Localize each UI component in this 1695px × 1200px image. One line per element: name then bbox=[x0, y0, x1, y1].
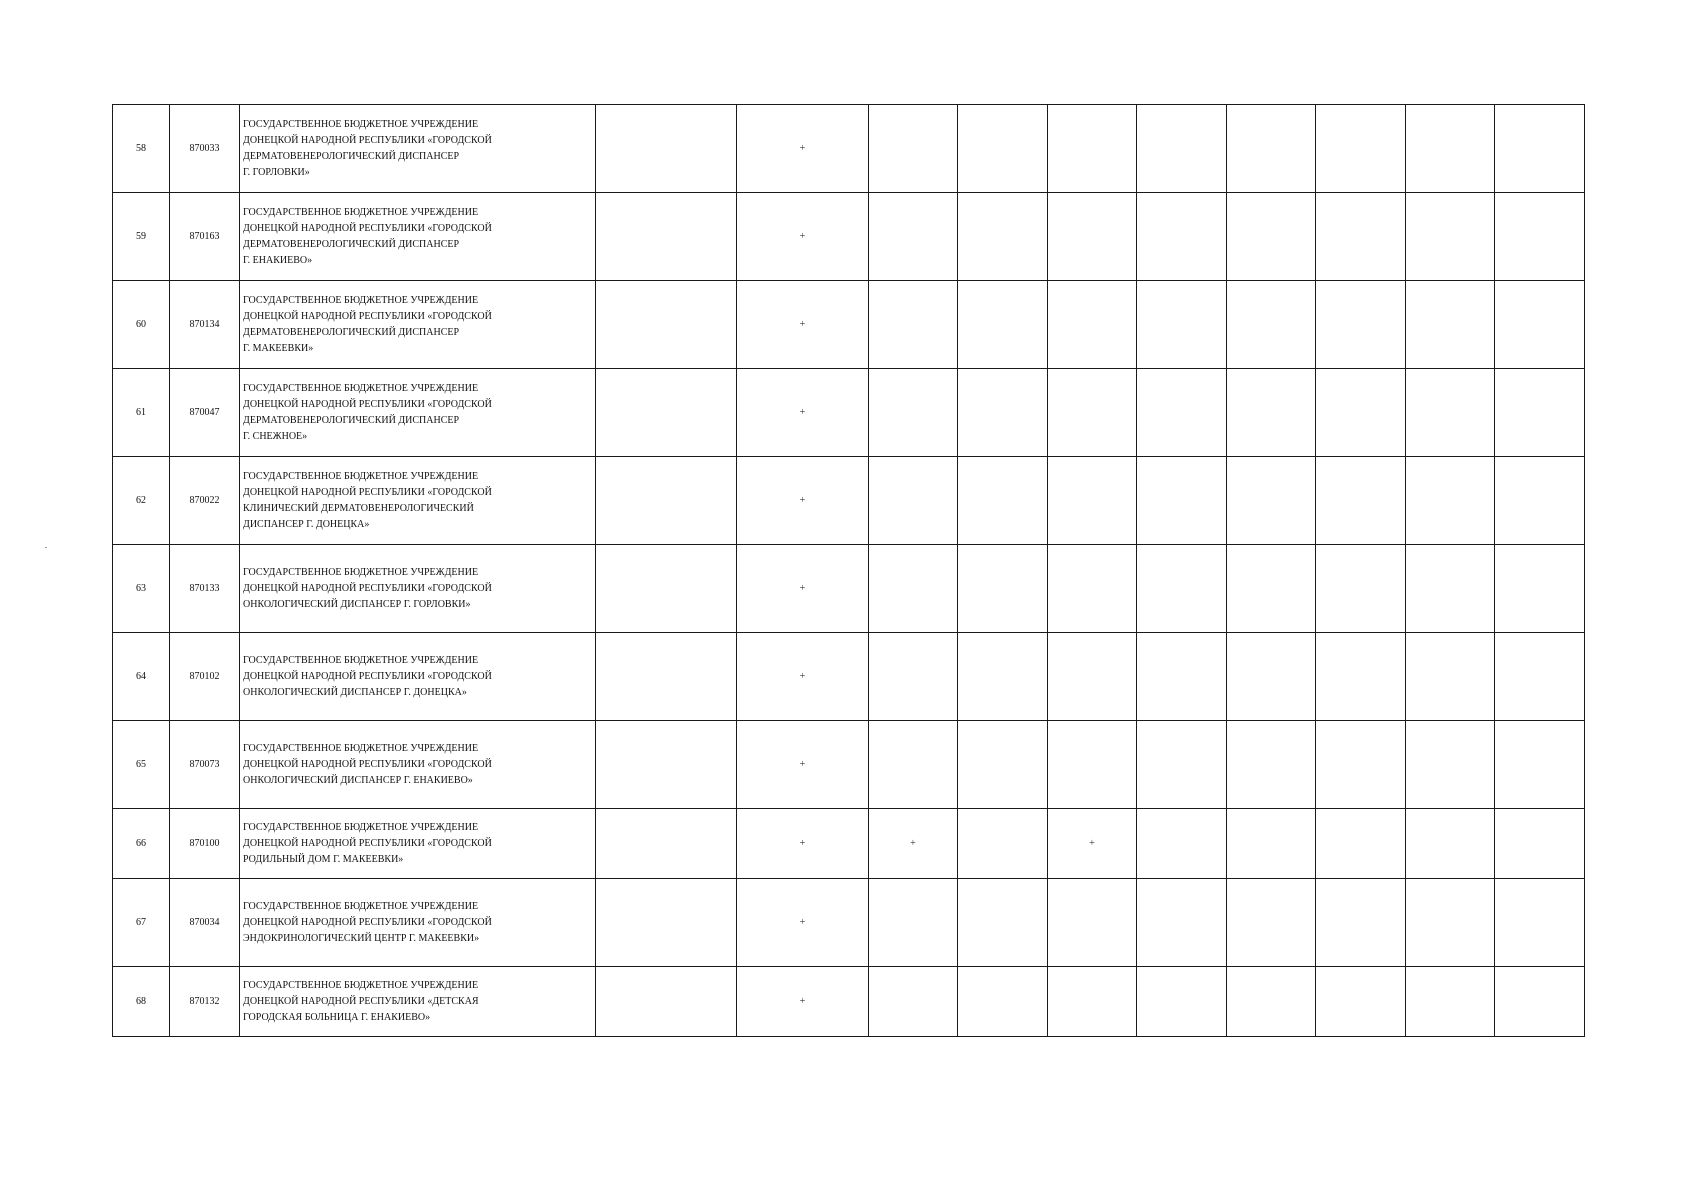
mark-cell bbox=[596, 879, 737, 967]
mark-cell bbox=[869, 457, 958, 545]
institution-code: 870073 bbox=[170, 721, 240, 809]
mark-cell bbox=[1227, 281, 1316, 369]
scan-speck bbox=[45, 547, 47, 548]
mark-cell bbox=[1227, 545, 1316, 633]
institution-name-text: ГОСУДАРСТВЕННОЕ БЮДЖЕТНОЕ УЧРЕЖДЕНИЕ ДОНЕЦКОЙ НАРОДНОЙ РЕСПУБЛИКИ «ГОРОДСКОЙ ДЕРМАТОВЕНЕРОЛОГИЧЕСКИЙ ДИСПАНСЕР Г. ГОРЛОВКИ» bbox=[243, 118, 492, 178]
mark-cell bbox=[958, 545, 1048, 633]
institution-code: 870163 bbox=[170, 193, 240, 281]
mark-cell bbox=[1137, 369, 1227, 457]
mark-cell bbox=[1048, 721, 1137, 809]
mark-cell bbox=[1406, 369, 1495, 457]
institutions-table bbox=[112, 104, 1585, 1037]
mark-cell bbox=[1495, 369, 1585, 457]
institution-code: 870133 bbox=[170, 545, 240, 633]
mark-cell bbox=[869, 369, 958, 457]
mark-cell: + bbox=[737, 967, 869, 1037]
table-row bbox=[113, 193, 1585, 281]
mark-cell: + bbox=[869, 809, 958, 879]
mark-cell bbox=[958, 105, 1048, 193]
mark-cell bbox=[1495, 967, 1585, 1037]
institution-name bbox=[240, 457, 596, 545]
mark-cell bbox=[596, 193, 737, 281]
row-number: 66 bbox=[113, 809, 170, 879]
institution-name-text: ГОСУДАРСТВЕННОЕ БЮДЖЕТНОЕ УЧРЕЖДЕНИЕ ДОНЕЦКОЙ НАРОДНОЙ РЕСПУБЛИКИ «ГОРОДСКОЙ ДЕРМАТОВЕНЕРОЛОГИЧЕСКИЙ ДИСПАНСЕР Г. СНЕЖНОЕ» bbox=[243, 382, 492, 442]
mark-cell bbox=[958, 633, 1048, 721]
mark-cell bbox=[869, 633, 958, 721]
institution-name bbox=[240, 721, 596, 809]
row-number: 60 bbox=[113, 281, 170, 369]
table-row bbox=[113, 545, 1585, 633]
mark-cell bbox=[1406, 809, 1495, 879]
institution-name bbox=[240, 879, 596, 967]
institution-name-text: ГОСУДАРСТВЕННОЕ БЮДЖЕТНОЕ УЧРЕЖДЕНИЕ ДОНЕЦКОЙ НАРОДНОЙ РЕСПУБЛИКИ «ГОРОДСКОЙ ДЕРМАТОВЕНЕРОЛОГИЧЕСКИЙ ДИСПАНСЕР Г. МАКЕЕВКИ» bbox=[243, 294, 492, 354]
table-row bbox=[113, 281, 1585, 369]
mark-cell: + bbox=[737, 721, 869, 809]
institution-name-text: ГОСУДАРСТВЕННОЕ БЮДЖЕТНОЕ УЧРЕЖДЕНИЕ ДОНЕЦКОЙ НАРОДНОЙ РЕСПУБЛИКИ «ГОРОДСКОЙ ДЕРМАТОВЕНЕРОЛОГИЧЕСКИЙ ДИСПАНСЕР Г. ЕНАКИЕВО» bbox=[243, 206, 492, 266]
row-number: 64 bbox=[113, 633, 170, 721]
row-number: 62 bbox=[113, 457, 170, 545]
mark-cell bbox=[1048, 545, 1137, 633]
mark-cell bbox=[1227, 879, 1316, 967]
mark-cell: + bbox=[737, 457, 869, 545]
institution-name-text: ГОСУДАРСТВЕННОЕ БЮДЖЕТНОЕ УЧРЕЖДЕНИЕ ДОНЕЦКОЙ НАРОДНОЙ РЕСПУБЛИКИ «ГОРОДСКОЙ ОНКОЛОГИЧЕСКИЙ ДИСПАНСЕР Г. ГОРЛОВКИ» bbox=[243, 566, 492, 610]
institution-name-text: ГОСУДАРСТВЕННОЕ БЮДЖЕТНОЕ УЧРЕЖДЕНИЕ ДОНЕЦКОЙ НАРОДНОЙ РЕСПУБЛИКИ «ГОРОДСКОЙ КЛИНИЧЕСКИЙ ДЕРМАТОВЕНЕРОЛОГИЧЕСКИЙ ДИСПАНСЕР Г. ДОНЕЦКА» bbox=[243, 470, 492, 530]
mark-cell bbox=[596, 721, 737, 809]
institution-name-text: ГОСУДАРСТВЕННОЕ БЮДЖЕТНОЕ УЧРЕЖДЕНИЕ ДОНЕЦКОЙ НАРОДНОЙ РЕСПУБЛИКИ «ДЕТСКАЯ ГОРОДСКАЯ БОЛЬНИЦА Г. ЕНАКИЕВО» bbox=[243, 979, 479, 1023]
mark-cell bbox=[1406, 105, 1495, 193]
mark-cell bbox=[958, 369, 1048, 457]
mark-cell bbox=[869, 193, 958, 281]
institution-name bbox=[240, 967, 596, 1037]
mark-cell bbox=[1316, 545, 1406, 633]
mark-cell bbox=[958, 721, 1048, 809]
mark-cell bbox=[1048, 193, 1137, 281]
mark-cell bbox=[1137, 281, 1227, 369]
mark-cell bbox=[958, 281, 1048, 369]
institution-name-text: ГОСУДАРСТВЕННОЕ БЮДЖЕТНОЕ УЧРЕЖДЕНИЕ ДОНЕЦКОЙ НАРОДНОЙ РЕСПУБЛИКИ «ГОРОДСКОЙ ЭНДОКРИНОЛОГИЧЕСКИЙ ЦЕНТР Г. МАКЕЕВКИ» bbox=[243, 900, 492, 944]
institution-name bbox=[240, 809, 596, 879]
mark-cell bbox=[1227, 721, 1316, 809]
mark-cell bbox=[1137, 633, 1227, 721]
mark-cell: + bbox=[1048, 809, 1137, 879]
mark-cell bbox=[1137, 809, 1227, 879]
mark-cell bbox=[596, 633, 737, 721]
row-number: 58 bbox=[113, 105, 170, 193]
mark-cell bbox=[596, 809, 737, 879]
institution-name-text: ГОСУДАРСТВЕННОЕ БЮДЖЕТНОЕ УЧРЕЖДЕНИЕ ДОНЕЦКОЙ НАРОДНОЙ РЕСПУБЛИКИ «ГОРОДСКОЙ ОНКОЛОГИЧЕСКИЙ ДИСПАНСЕР Г. ДОНЕЦКА» bbox=[243, 654, 492, 698]
mark-cell: + bbox=[737, 193, 869, 281]
mark-cell bbox=[1495, 633, 1585, 721]
mark-cell bbox=[1495, 809, 1585, 879]
table-row bbox=[113, 879, 1585, 967]
mark-cell bbox=[1406, 721, 1495, 809]
mark-cell bbox=[1048, 457, 1137, 545]
mark-cell bbox=[1406, 281, 1495, 369]
mark-cell bbox=[1227, 457, 1316, 545]
table-row bbox=[113, 721, 1585, 809]
mark-cell bbox=[958, 879, 1048, 967]
mark-cell bbox=[596, 457, 737, 545]
mark-cell bbox=[1048, 879, 1137, 967]
mark-cell bbox=[596, 105, 737, 193]
mark-cell bbox=[1495, 457, 1585, 545]
mark-cell bbox=[1137, 879, 1227, 967]
mark-cell bbox=[1137, 545, 1227, 633]
table-row bbox=[113, 633, 1585, 721]
institution-name bbox=[240, 545, 596, 633]
mark-cell bbox=[1495, 545, 1585, 633]
mark-cell bbox=[1227, 809, 1316, 879]
institution-name bbox=[240, 369, 596, 457]
institution-code: 870100 bbox=[170, 809, 240, 879]
mark-cell bbox=[869, 105, 958, 193]
mark-cell bbox=[1227, 633, 1316, 721]
mark-cell bbox=[1227, 967, 1316, 1037]
table-row bbox=[113, 967, 1585, 1037]
mark-cell bbox=[596, 281, 737, 369]
table-row bbox=[113, 457, 1585, 545]
mark-cell: + bbox=[737, 105, 869, 193]
mark-cell bbox=[1316, 193, 1406, 281]
mark-cell: + bbox=[737, 633, 869, 721]
institution-name-text: ГОСУДАРСТВЕННОЕ БЮДЖЕТНОЕ УЧРЕЖДЕНИЕ ДОНЕЦКОЙ НАРОДНОЙ РЕСПУБЛИКИ «ГОРОДСКОЙ ОНКОЛОГИЧЕСКИЙ ДИСПАНСЕР Г. ЕНАКИЕВО» bbox=[243, 742, 492, 786]
mark-cell bbox=[1495, 281, 1585, 369]
table-row bbox=[113, 105, 1585, 193]
mark-cell bbox=[1048, 105, 1137, 193]
mark-cell bbox=[1406, 633, 1495, 721]
mark-cell bbox=[1316, 369, 1406, 457]
institution-name bbox=[240, 633, 596, 721]
mark-cell bbox=[1048, 369, 1137, 457]
mark-cell bbox=[869, 879, 958, 967]
mark-cell: + bbox=[737, 879, 869, 967]
mark-cell bbox=[596, 545, 737, 633]
mark-cell bbox=[1495, 105, 1585, 193]
row-number: 63 bbox=[113, 545, 170, 633]
mark-cell: + bbox=[737, 545, 869, 633]
mark-cell: + bbox=[737, 369, 869, 457]
mark-cell bbox=[1048, 633, 1137, 721]
mark-cell: + bbox=[737, 281, 869, 369]
mark-cell bbox=[1495, 193, 1585, 281]
institution-name bbox=[240, 105, 596, 193]
institution-code: 870102 bbox=[170, 633, 240, 721]
mark-cell bbox=[596, 369, 737, 457]
institution-code: 870022 bbox=[170, 457, 240, 545]
mark-cell bbox=[1227, 193, 1316, 281]
row-number: 65 bbox=[113, 721, 170, 809]
institution-code: 870134 bbox=[170, 281, 240, 369]
mark-cell bbox=[596, 967, 737, 1037]
mark-cell bbox=[1137, 967, 1227, 1037]
mark-cell bbox=[1406, 457, 1495, 545]
mark-cell bbox=[1406, 967, 1495, 1037]
mark-cell bbox=[958, 809, 1048, 879]
mark-cell bbox=[869, 967, 958, 1037]
mark-cell bbox=[958, 193, 1048, 281]
mark-cell bbox=[1227, 105, 1316, 193]
row-number: 68 bbox=[113, 967, 170, 1037]
mark-cell bbox=[1137, 457, 1227, 545]
mark-cell bbox=[1048, 281, 1137, 369]
mark-cell bbox=[1316, 809, 1406, 879]
mark-cell bbox=[1406, 545, 1495, 633]
row-number: 67 bbox=[113, 879, 170, 967]
institution-name-text: ГОСУДАРСТВЕННОЕ БЮДЖЕТНОЕ УЧРЕЖДЕНИЕ ДОНЕЦКОЙ НАРОДНОЙ РЕСПУБЛИКИ «ГОРОДСКОЙ РОДИЛЬНЫЙ ДОМ Г. МАКЕЕВКИ» bbox=[243, 821, 492, 865]
mark-cell bbox=[1316, 457, 1406, 545]
mark-cell bbox=[958, 967, 1048, 1037]
mark-cell bbox=[1048, 967, 1137, 1037]
institution-code: 870132 bbox=[170, 967, 240, 1037]
mark-cell bbox=[1316, 633, 1406, 721]
mark-cell bbox=[1406, 193, 1495, 281]
mark-cell bbox=[1316, 721, 1406, 809]
institution-code: 870034 bbox=[170, 879, 240, 967]
mark-cell bbox=[1316, 105, 1406, 193]
mark-cell bbox=[1406, 879, 1495, 967]
mark-cell bbox=[869, 281, 958, 369]
mark-cell bbox=[1495, 879, 1585, 967]
mark-cell bbox=[1137, 193, 1227, 281]
table-row bbox=[113, 809, 1585, 879]
mark-cell bbox=[869, 721, 958, 809]
mark-cell bbox=[1227, 369, 1316, 457]
mark-cell bbox=[1137, 105, 1227, 193]
mark-cell: + bbox=[737, 809, 869, 879]
row-number: 59 bbox=[113, 193, 170, 281]
mark-cell bbox=[869, 545, 958, 633]
mark-cell bbox=[1495, 721, 1585, 809]
mark-cell bbox=[1316, 967, 1406, 1037]
mark-cell bbox=[1316, 281, 1406, 369]
institution-code: 870033 bbox=[170, 105, 240, 193]
table-row bbox=[113, 369, 1585, 457]
mark-cell bbox=[958, 457, 1048, 545]
institution-name bbox=[240, 193, 596, 281]
row-number: 61 bbox=[113, 369, 170, 457]
institution-name bbox=[240, 281, 596, 369]
institution-code: 870047 bbox=[170, 369, 240, 457]
mark-cell bbox=[1137, 721, 1227, 809]
mark-cell bbox=[1316, 879, 1406, 967]
